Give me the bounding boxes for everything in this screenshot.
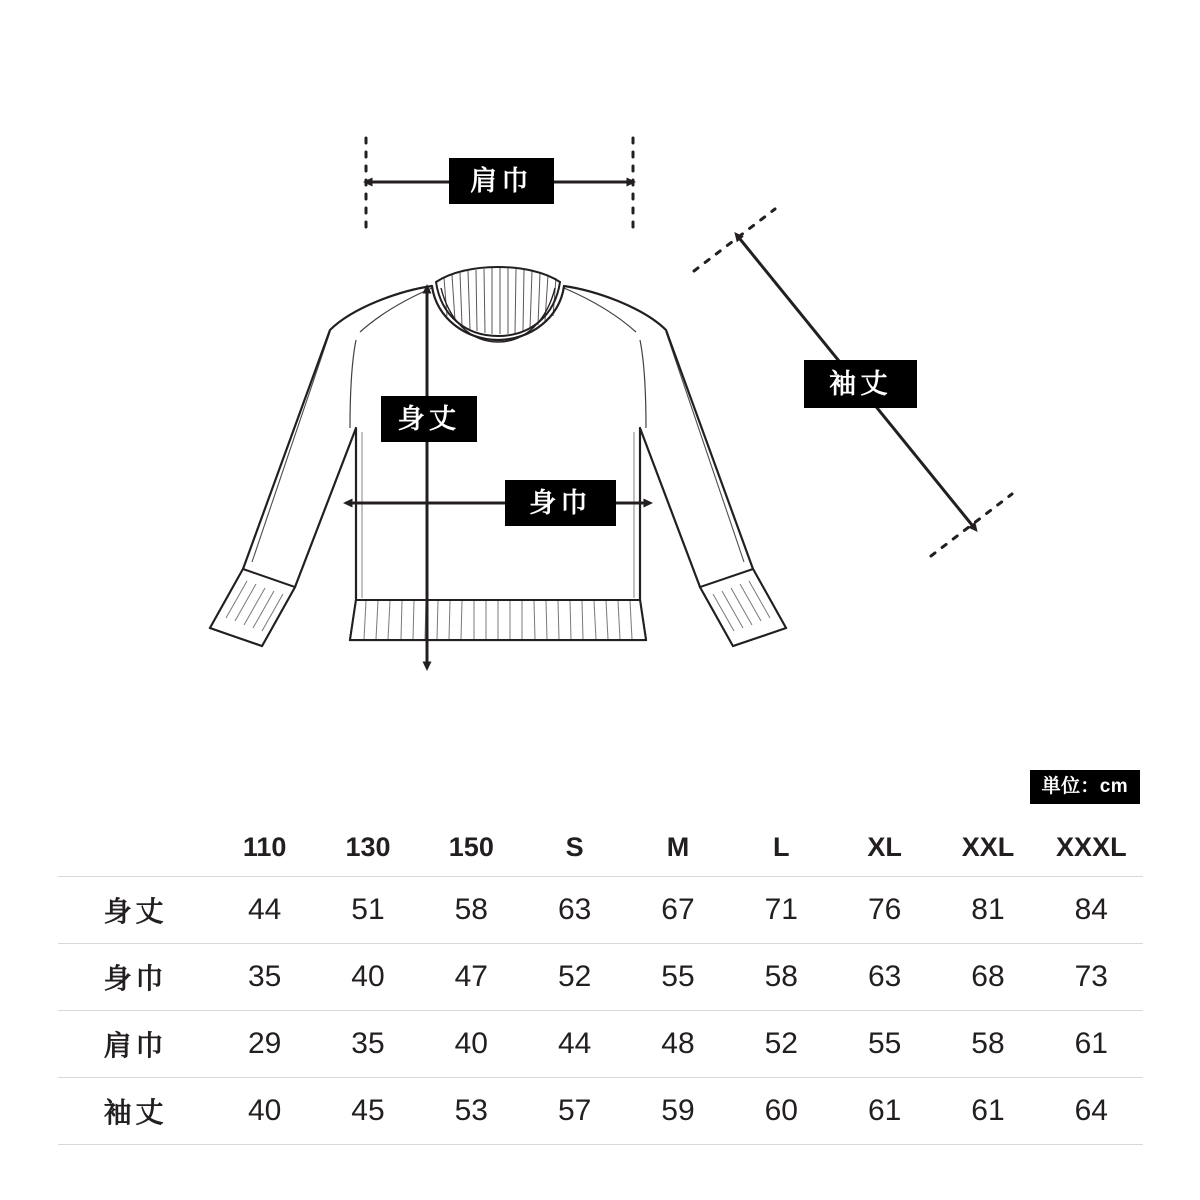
cell-sleeve-length-xxxl: 64 <box>1040 1078 1143 1145</box>
cell-shoulder-width-m: 48 <box>626 1011 729 1078</box>
table-header-row <box>58 818 1143 877</box>
cell-body-length-s: 63 <box>523 877 626 944</box>
table-row <box>58 1078 1143 1145</box>
cell-body-width-m: 55 <box>626 944 729 1011</box>
size-table-container <box>58 818 1143 1145</box>
column-header-xxl: XXL <box>961 831 1015 862</box>
size-table-body <box>58 877 1143 1145</box>
cell-sleeve-length-l: 60 <box>730 1078 833 1145</box>
cell-sleeve-length-130: 45 <box>316 1078 419 1145</box>
column-header-s: S <box>565 831 584 862</box>
cell-shoulder-width-xxl: 58 <box>936 1011 1039 1078</box>
label-sleeve-length: 袖丈 <box>804 360 917 408</box>
label-body-length: 身丈 <box>381 396 477 442</box>
cell-body-width-l: 58 <box>730 944 833 1011</box>
column-header-xl: XL <box>867 831 902 862</box>
table-row <box>58 944 1143 1011</box>
column-header-measure <box>58 818 213 877</box>
column-header-l: L <box>773 831 790 862</box>
cell-shoulder-width-110: 29 <box>213 1011 316 1078</box>
cell-body-width-xxl: 68 <box>936 944 1039 1011</box>
cell-shoulder-width-xxxl: 61 <box>1040 1011 1143 1078</box>
size-table <box>58 818 1143 1145</box>
cell-body-length-150: 58 <box>420 877 523 944</box>
cell-body-length-110: 44 <box>213 877 316 944</box>
column-header-150: 150 <box>448 831 494 862</box>
cell-body-width-110: 35 <box>213 944 316 1011</box>
cell-shoulder-width-l: 52 <box>730 1011 833 1078</box>
cell-shoulder-width-130: 35 <box>316 1011 419 1078</box>
cell-shoulder-width-150: 40 <box>420 1011 523 1078</box>
cell-body-width-s: 52 <box>523 944 626 1011</box>
cell-sleeve-length-m: 59 <box>626 1078 729 1145</box>
cell-shoulder-width-s: 44 <box>523 1011 626 1078</box>
column-header-130: 130 <box>345 831 391 862</box>
cell-body-width-xxxl: 73 <box>1040 944 1143 1011</box>
cell-sleeve-length-s: 57 <box>523 1078 626 1145</box>
cell-sleeve-length-150: 53 <box>420 1078 523 1145</box>
cell-body-width-xl: 63 <box>833 944 936 1011</box>
table-row <box>58 877 1143 944</box>
column-header-m: M <box>666 831 690 862</box>
column-header-110: 110 <box>242 831 287 862</box>
label-body-width: 身巾 <box>505 480 616 526</box>
cell-body-length-130: 51 <box>316 877 419 944</box>
row-label-sleeve-length: 袖丈 <box>58 1078 213 1145</box>
label-shoulder-width: 肩巾 <box>449 158 554 204</box>
unit-badge: 単位：cm <box>1030 770 1140 804</box>
row-label-body-width: 身巾 <box>58 944 213 1011</box>
table-row <box>58 1011 1143 1078</box>
size-table-header <box>58 818 1143 877</box>
cell-body-length-l: 71 <box>730 877 833 944</box>
cell-body-length-xxxl: 84 <box>1040 877 1143 944</box>
column-header-xxxl: XXXL <box>1056 831 1127 862</box>
row-label-body-length: 身丈 <box>58 877 213 944</box>
cell-body-width-130: 40 <box>316 944 419 1011</box>
cell-sleeve-length-110: 40 <box>213 1078 316 1145</box>
cell-body-width-150: 47 <box>420 944 523 1011</box>
row-label-shoulder-width: 肩巾 <box>58 1011 213 1078</box>
cell-sleeve-length-xl: 61 <box>833 1078 936 1145</box>
cell-sleeve-length-xxl: 61 <box>936 1078 1039 1145</box>
cell-body-length-m: 67 <box>626 877 729 944</box>
cell-body-length-xl: 76 <box>833 877 936 944</box>
garment-outline <box>210 286 786 646</box>
cell-body-length-xxl: 81 <box>936 877 1039 944</box>
cell-shoulder-width-xl: 55 <box>833 1011 936 1078</box>
